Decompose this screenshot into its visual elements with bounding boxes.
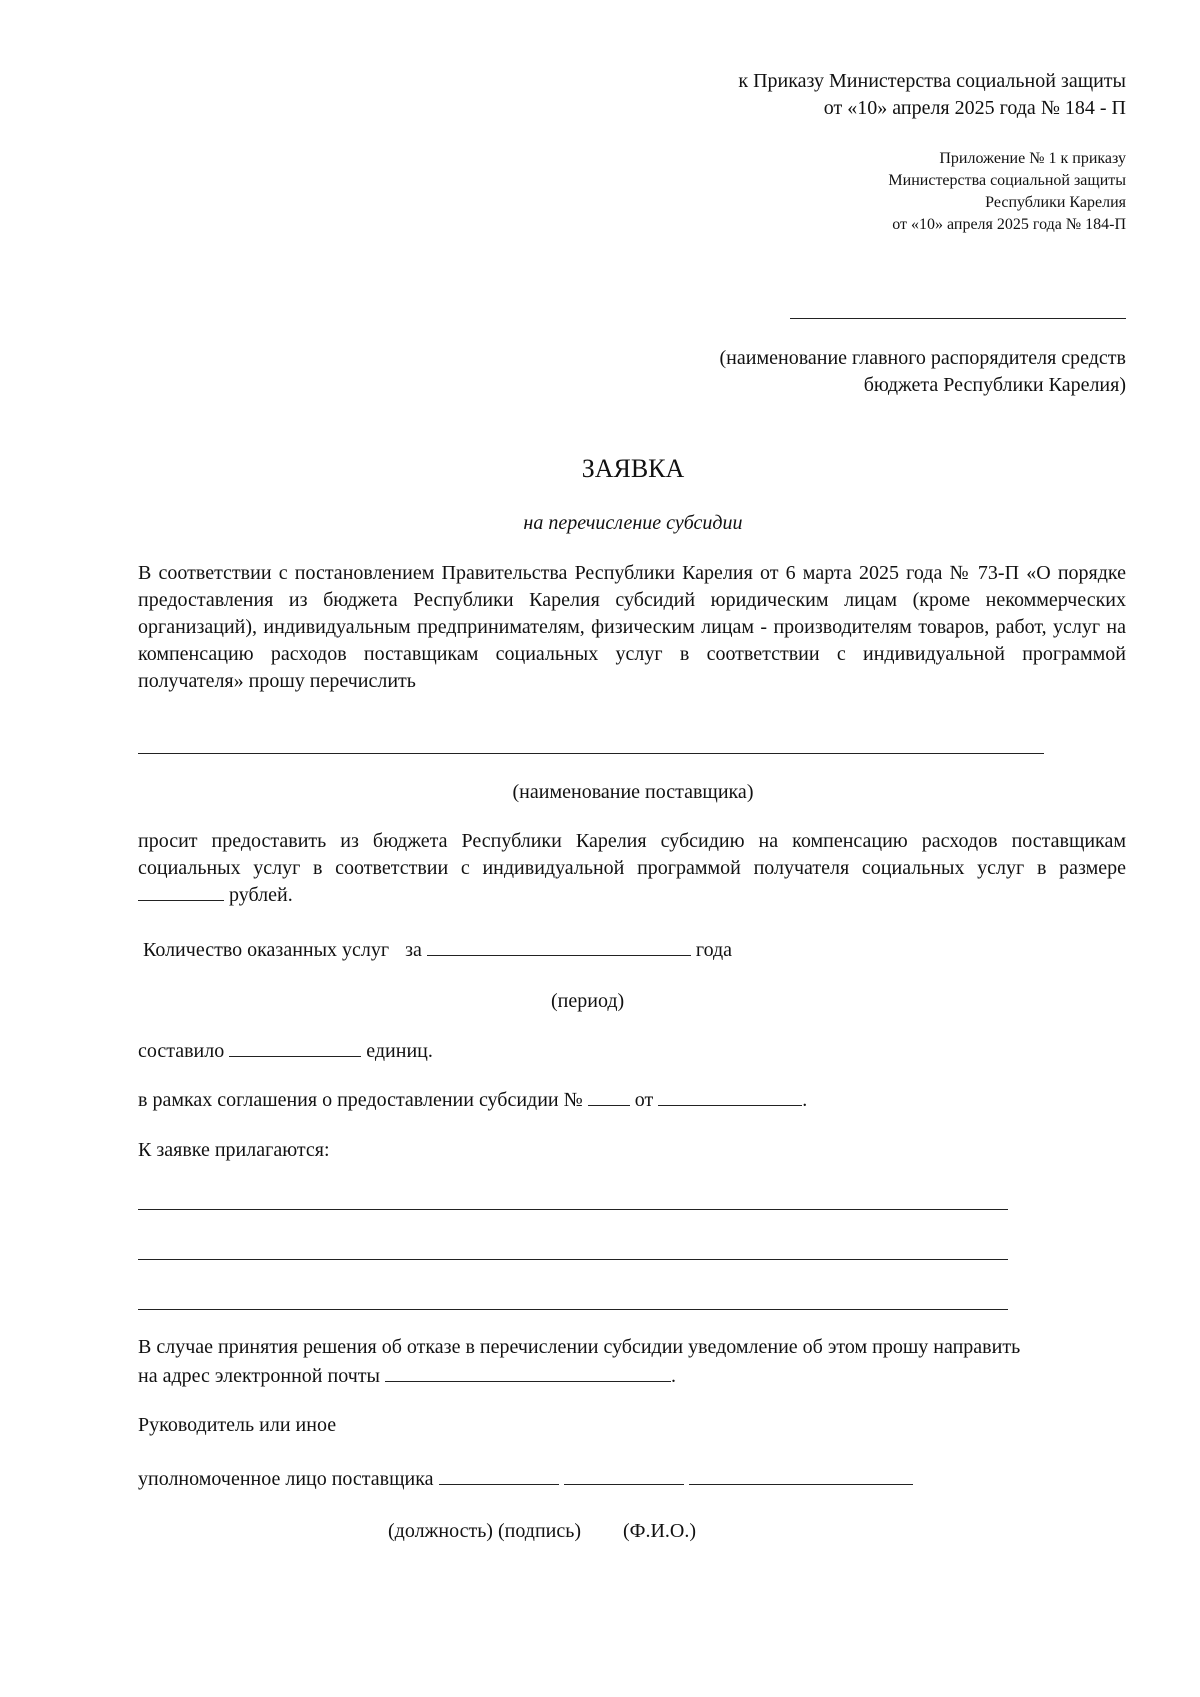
request-text: просит предоставить из бюджета Республики Карелия субсидию на компенсацию расходов поставщикам социальных услуг в соответствии с индивидуальной программой получателя социальных услуг в размере xyxy=(138,830,1126,879)
request-paragraph xyxy=(138,828,1126,909)
document-subtitle: на перечисление субсидии xyxy=(523,512,743,534)
appendix-line-2: Министерства социальной защиты xyxy=(888,172,1126,189)
full-name-field[interactable] xyxy=(689,1466,913,1485)
refusal-line-2 xyxy=(138,1363,676,1390)
appendix-line-3: Республики Карелия xyxy=(985,194,1126,211)
recipient-caption-line-2: бюджета Республики Карелия) xyxy=(863,374,1126,396)
signature-line-1: Руководитель или иное xyxy=(138,1414,337,1436)
recipient-name-field[interactable] xyxy=(790,318,1126,319)
agreement-number-field[interactable] xyxy=(588,1087,630,1106)
refusal-line-1: В случае принятия решения об отказе в перечислении субсидии уведомление об этом прошу направить xyxy=(138,1336,1021,1358)
signature-field[interactable] xyxy=(564,1466,684,1485)
amount-suffix: рублей. xyxy=(229,884,293,906)
supplier-caption: (наименование поставщика) xyxy=(512,781,754,803)
services-for-word: за xyxy=(405,939,422,961)
attachment-field-3[interactable] xyxy=(138,1309,1008,1310)
caption-signature: (подпись) xyxy=(497,1520,582,1542)
composed-line xyxy=(138,1038,433,1065)
period-field[interactable] xyxy=(427,937,691,956)
supplier-name-field[interactable] xyxy=(138,753,1044,754)
agreement-date-field[interactable] xyxy=(658,1087,802,1106)
agreement-label: в рамках соглашения о предоставлении субсидии № xyxy=(138,1089,583,1111)
period-caption: (период) xyxy=(551,990,625,1012)
recipient-caption-line-1: (наименование главного распорядителя средств xyxy=(719,347,1126,369)
position-field[interactable] xyxy=(439,1466,559,1485)
services-year-word: года xyxy=(695,939,733,961)
attachment-field-1[interactable] xyxy=(138,1209,1008,1210)
caption-position: (должность) xyxy=(388,1520,493,1542)
signature-line-2 xyxy=(138,1466,913,1493)
amount-field[interactable] xyxy=(138,882,224,901)
attachments-label: К заявке прилагаются: xyxy=(138,1139,330,1161)
services-line xyxy=(143,937,732,964)
refusal-end-mark: . xyxy=(670,1365,676,1387)
units-field[interactable] xyxy=(229,1038,361,1057)
signature-role-label: уполномоченное лицо поставщика xyxy=(138,1468,434,1490)
agreement-line xyxy=(138,1087,807,1114)
email-field[interactable] xyxy=(385,1363,671,1382)
appendix-line-1: Приложение № 1 к приказу xyxy=(939,150,1126,167)
intro-paragraph: В соответствии с постановлением Правительства Республики Карелия от 6 марта 2025 года № 73-П «О порядке предоставления из бюджета Республики Карелия субсидий юридическим лицам (кроме некоммерческих организаций), индивидуальным предпринимателям, физическим лицам - производителям товаров, работ, услуг на компенсацию расходов поставщикам социальных услуг в соответствии с индивидуальной программой получателя» прошу перечислить xyxy=(138,562,1126,692)
agreement-end-mark: . xyxy=(802,1089,808,1111)
document-title: ЗАЯВКА xyxy=(581,454,685,483)
order-ref-line-1: к Приказу Министерства социальной защиты xyxy=(738,70,1126,92)
agreement-from-word: от xyxy=(634,1089,654,1111)
services-label: Количество оказанных услуг xyxy=(143,939,390,961)
signature-captions xyxy=(388,1518,696,1545)
order-ref-line-2: от «10» апреля 2025 года № 184 - П xyxy=(823,97,1126,119)
refusal-email-label: на адрес электронной почты xyxy=(138,1365,380,1387)
attachment-field-2[interactable] xyxy=(138,1259,1008,1260)
composed-label: составило xyxy=(138,1040,225,1062)
units-label: единиц. xyxy=(366,1040,433,1062)
appendix-line-4: от «10» апреля 2025 года № 184-П xyxy=(892,216,1126,233)
caption-full-name: (Ф.И.О.) xyxy=(623,1520,697,1542)
